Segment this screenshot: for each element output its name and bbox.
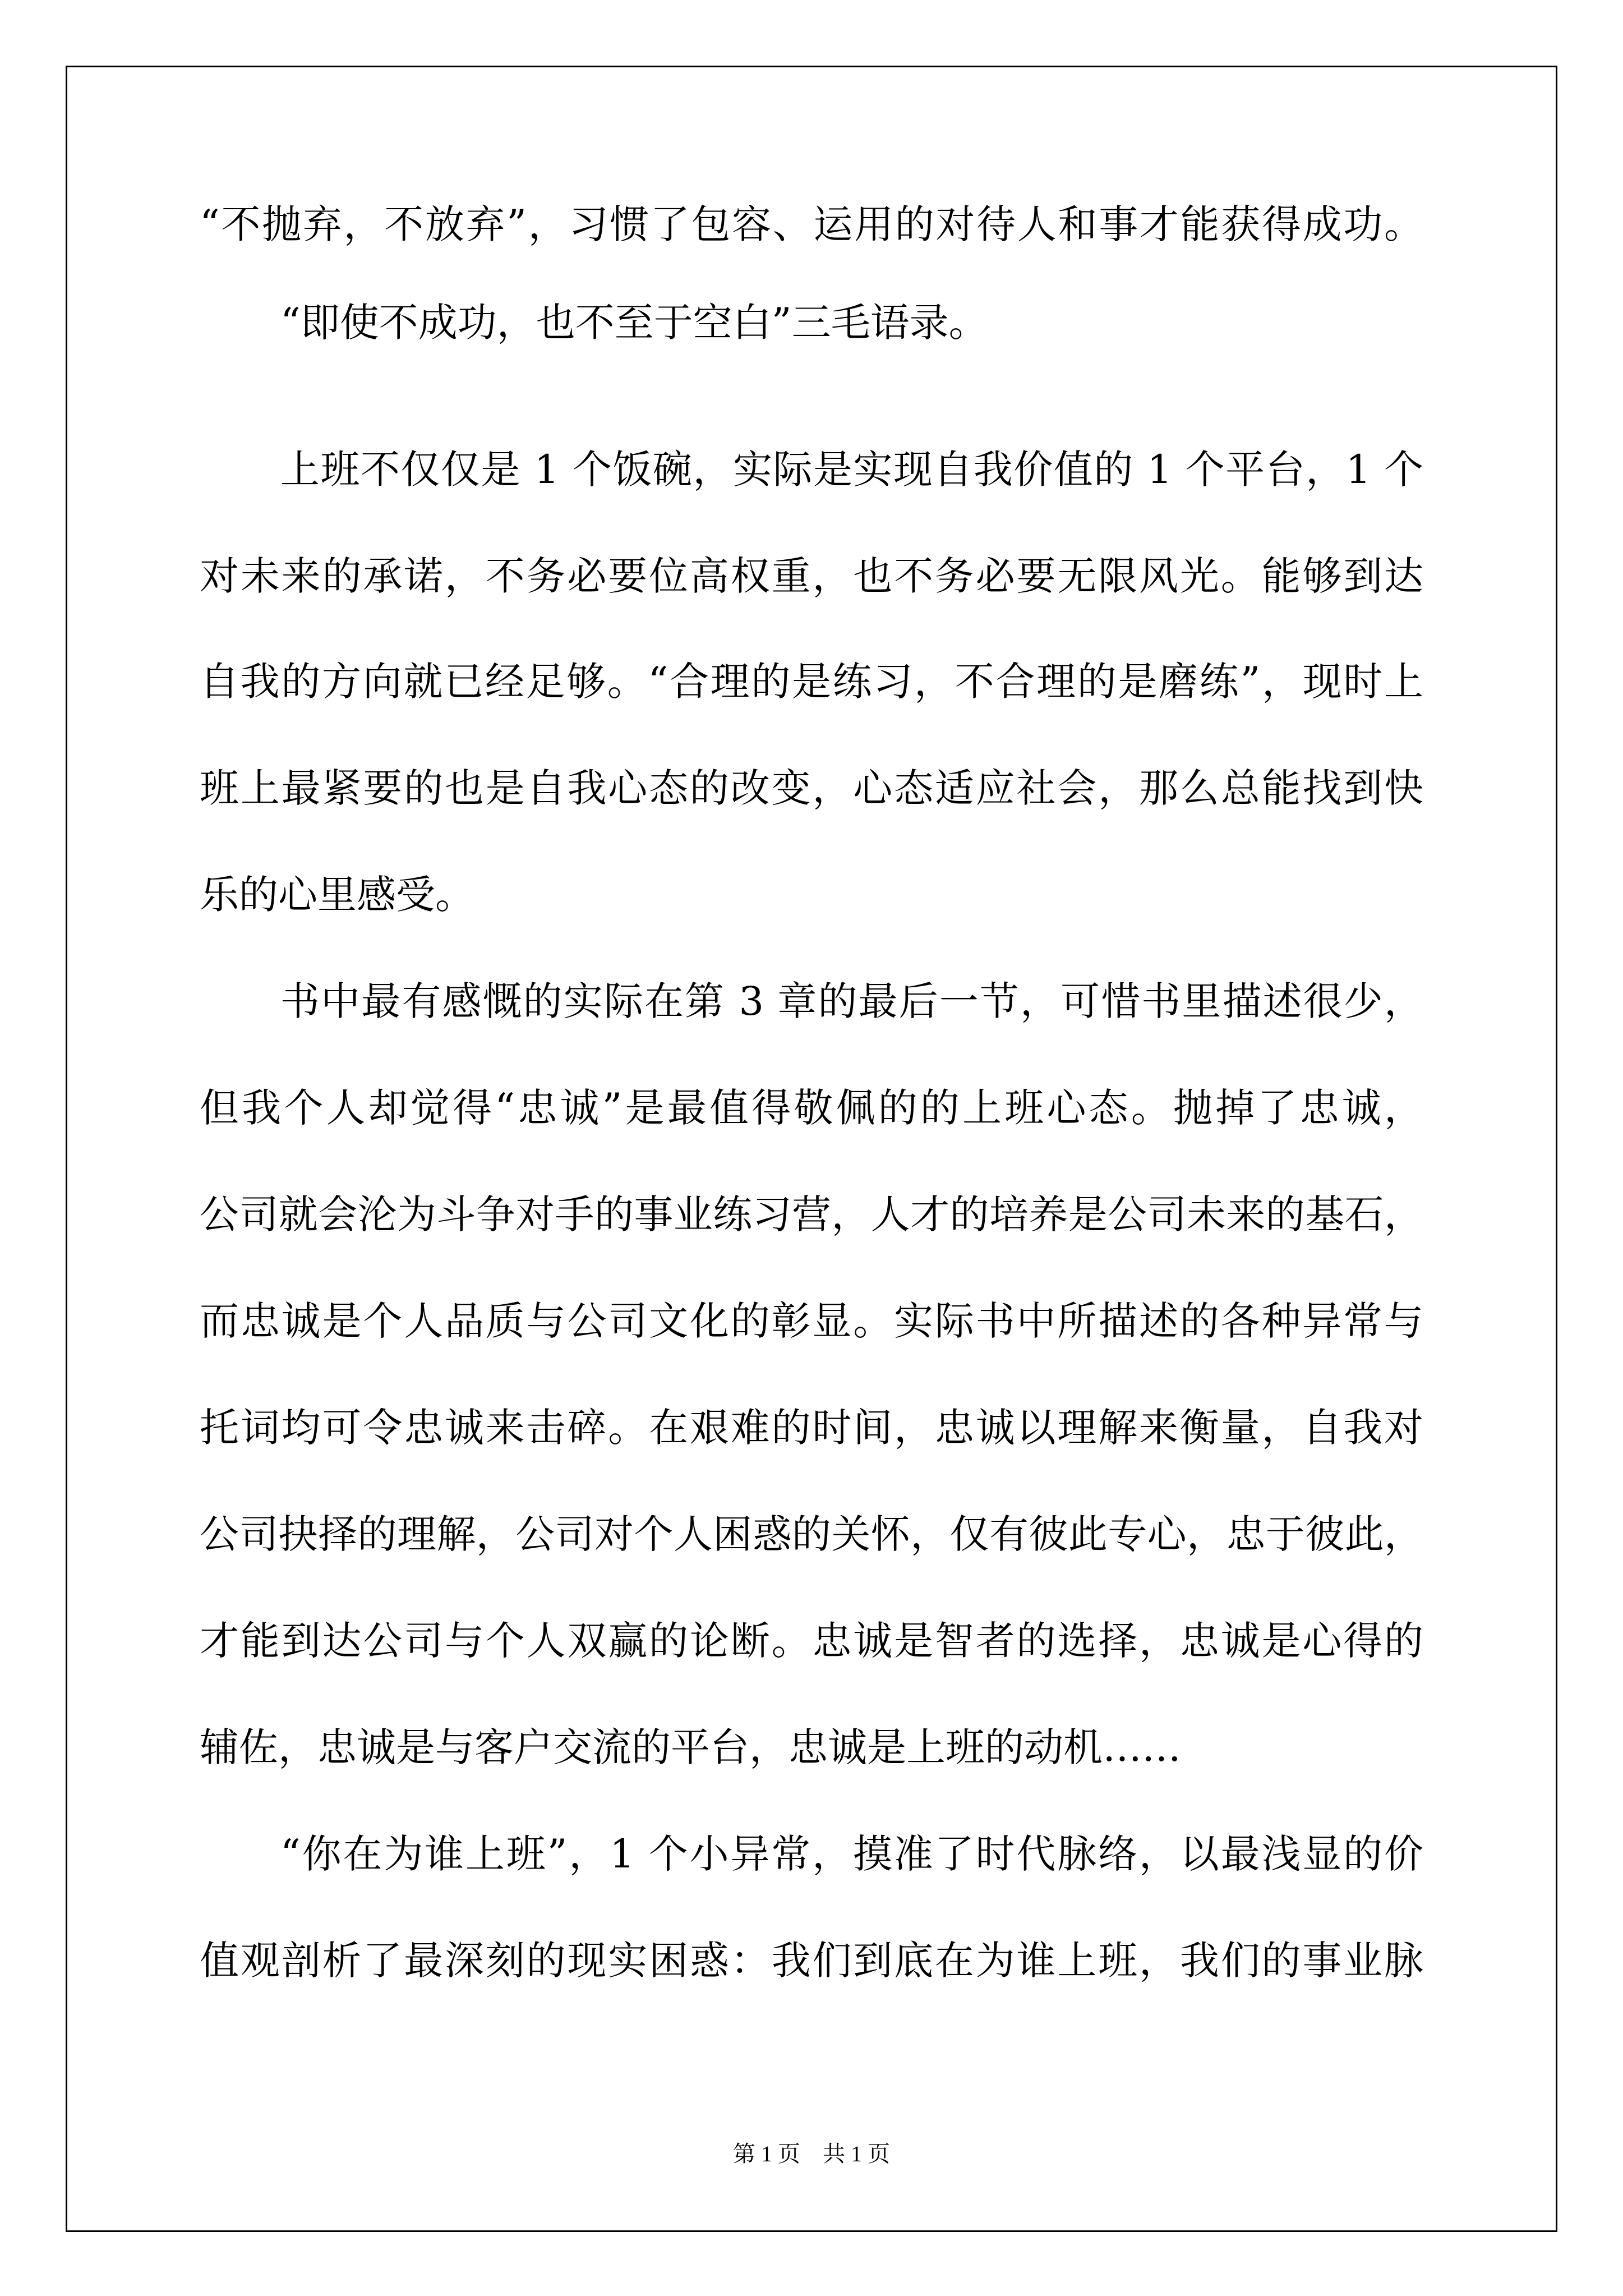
page-footer: 第 1 页 共 1 页 — [733, 2141, 890, 2166]
text-line: “你在为谁上班”，1 个小异常，摸准了时代脉络，以最浅显的价 — [280, 1831, 1423, 1877]
text-line: 乐的心里感受。 — [200, 872, 474, 918]
text-line: 而忠诚是个人品质与公司文化的彰显。实际书中所描述的各种异常与 — [200, 1298, 1423, 1344]
page-border — [66, 66, 1557, 2232]
text-line: 对未来的承诺，不务必要位高权重，也不务必要无限风光。能够到达 — [200, 553, 1423, 599]
text-line: 托词均可令忠诚来击碎。在艰难的时间，忠诚以理解来衡量，自我对 — [200, 1405, 1423, 1451]
text-line: “即使不成功，也不至于空白”三毛语录。 — [280, 300, 988, 346]
text-line: 书中最有感慨的实际在第 3 章的最后一节，可惜书里描述很少， — [280, 978, 1423, 1024]
text-line: 值观剖析了最深刻的现实困惑：我们到底在为谁上班，我们的事业脉 — [200, 1938, 1423, 1984]
text-line: 班上最紧要的也是自我心态的改变，心态适应社会，那么总能找到快 — [200, 765, 1423, 811]
text-line: 辅佐，忠诚是与客户交流的平台，忠诚是上班的动机…… — [200, 1724, 1181, 1770]
text-line: 公司就会沦为斗争对手的事业练习营，人才的培养是公司未来的基石， — [200, 1191, 1423, 1237]
text-line: “不抛弃，不放弃”，习惯了包容、运用的对待人和事才能获得成功。 — [200, 201, 1423, 247]
text-line: 才能到达公司与个人双赢的论断。忠诚是智者的选择，忠诚是心得的 — [200, 1618, 1423, 1664]
text-line: 但我个人却觉得“忠诚”是最值得敬佩的的上班心态。抛掉了忠诚， — [200, 1085, 1423, 1131]
text-line: 自我的方向就已经足够。“合理的是练习，不合理的是磨练”，现时上 — [200, 659, 1423, 705]
text-line: 上班不仅仅是 1 个饭碗，实际是实现自我价值的 1 个平台，1 个 — [280, 447, 1423, 493]
text-line: 公司抉择的理解，公司对个人困惑的关怀，仅有彼此专心，忠于彼此， — [200, 1511, 1423, 1557]
